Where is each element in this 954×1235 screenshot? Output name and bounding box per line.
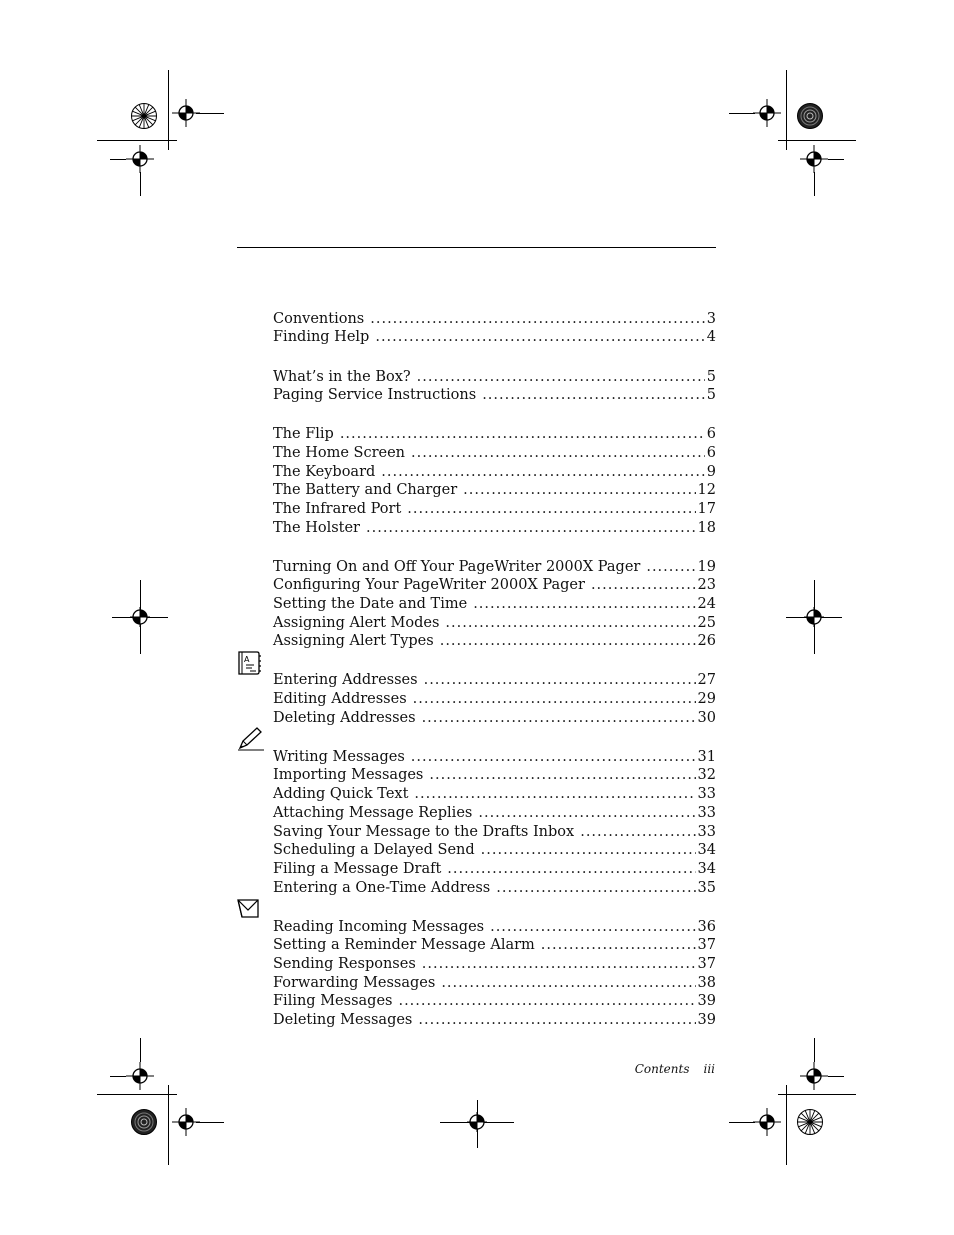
toc-entry-page: 6 (706, 426, 716, 442)
toc-entry-page: 39 (697, 1012, 716, 1028)
crop-mark-line (814, 172, 815, 196)
crosshair-register-mark (126, 603, 154, 631)
dot-leader (447, 860, 695, 879)
dot-leader (375, 328, 704, 347)
toc-entry-title: Setting the Date and Time (273, 596, 468, 612)
toc-entry[interactable] (273, 1011, 716, 1030)
concentric-register-mark (130, 1108, 158, 1136)
toc-entry-page: 37 (697, 956, 716, 972)
dot-leader (340, 425, 705, 444)
toc-entry-page: 36 (697, 919, 716, 935)
toc-entry-title: Writing Messages (273, 749, 405, 765)
dot-leader (496, 879, 695, 898)
toc-entry[interactable] (273, 558, 716, 577)
dot-leader (646, 558, 695, 577)
toc-entry[interactable] (273, 841, 716, 860)
footer-section-label: Contents (634, 1062, 690, 1076)
crosshair-register-mark (753, 1108, 781, 1136)
toc-entry[interactable] (273, 328, 716, 347)
dot-leader (591, 576, 696, 595)
crop-mark-line (110, 1076, 126, 1077)
dot-leader (413, 690, 696, 709)
toc-entry-title: Importing Messages (273, 767, 424, 783)
crop-mark-line (168, 1085, 169, 1165)
toc-entry[interactable] (273, 709, 716, 728)
toc-entry-title: Sending Responses (273, 956, 416, 972)
toc-entry[interactable] (273, 974, 716, 993)
toc-entry-page: 26 (697, 633, 716, 649)
toc-entry-page: 19 (697, 559, 716, 575)
dot-leader (429, 766, 695, 785)
dot-leader (580, 823, 695, 842)
dot-leader (418, 1011, 695, 1030)
crosshair-register-mark (800, 603, 828, 631)
crop-mark-line (814, 1038, 815, 1062)
dot-leader (482, 386, 705, 405)
toc-entry[interactable] (273, 614, 716, 633)
dot-leader (422, 709, 696, 728)
toc-entry[interactable] (273, 500, 716, 519)
dot-leader (381, 463, 704, 482)
dot-leader (445, 614, 695, 633)
dot-leader (417, 368, 705, 387)
dot-leader (440, 632, 696, 651)
page-footer (635, 1062, 715, 1076)
toc-entry-page: 18 (697, 520, 716, 536)
toc-entry-page: 38 (697, 975, 716, 991)
toc-entry[interactable] (273, 595, 716, 614)
crop-mark-line (729, 113, 755, 114)
dot-leader (481, 841, 696, 860)
toc-entry-page: 5 (706, 387, 716, 403)
dot-leader (422, 955, 696, 974)
toc-entry[interactable] (273, 368, 716, 387)
toc-entry-page: 12 (697, 482, 716, 498)
envelope-icon (236, 897, 262, 921)
crosshair-register-mark (463, 1108, 491, 1136)
toc-entry-page: 31 (697, 749, 716, 765)
toc-entry-title: The Infrared Port (273, 501, 402, 517)
toc-entry-title: Deleting Messages (273, 1012, 413, 1028)
toc-entry-page: 34 (697, 861, 716, 877)
dot-leader (407, 500, 695, 519)
footer-page-number: iii (703, 1062, 715, 1076)
toc-entry-page: 30 (697, 710, 716, 726)
toc-entry[interactable] (273, 879, 716, 898)
toc-entry-title: Configuring Your PageWriter 2000X Pager (273, 577, 585, 593)
toc-entry-title: Paging Service Instructions (273, 387, 477, 403)
crop-mark-line (778, 140, 856, 141)
address-book-icon (236, 650, 262, 676)
crosshair-register-mark (800, 1062, 828, 1090)
toc-entry-page: 3 (706, 311, 716, 327)
toc-entry-title: Setting a Reminder Message Alarm (273, 937, 535, 953)
toc-entry-page: 39 (697, 993, 716, 1009)
toc-entry[interactable] (273, 425, 716, 444)
dot-leader (478, 804, 695, 823)
toc-entry-page: 32 (697, 767, 716, 783)
toc-entry-title: Finding Help (273, 329, 370, 345)
toc-entry[interactable] (273, 463, 716, 482)
svg-text:A: A (244, 655, 250, 664)
toc-entry[interactable] (273, 992, 716, 1011)
table-of-contents (273, 0, 716, 1040)
toc-entry[interactable] (273, 955, 716, 974)
toc-entry-title: The Keyboard (273, 464, 376, 480)
toc-entry-title: Deleting Addresses (273, 710, 416, 726)
toc-entry[interactable] (273, 576, 716, 595)
dot-leader (441, 974, 695, 993)
toc-entry-page: 24 (697, 596, 716, 612)
toc-entry-page: 4 (706, 329, 716, 345)
toc-entry-page: 17 (697, 501, 716, 517)
dot-leader (541, 936, 696, 955)
dot-leader (463, 481, 695, 500)
toc-entry-title: The Home Screen (273, 445, 406, 461)
toc-entry[interactable] (273, 481, 716, 500)
toc-entry[interactable] (273, 632, 716, 651)
toc-entry-title: Scheduling a Delayed Send (273, 842, 475, 858)
dot-leader (366, 519, 696, 538)
toc-entry-page: 34 (697, 842, 716, 858)
starburst-register-mark (796, 1108, 824, 1136)
toc-entry-page: 33 (697, 805, 716, 821)
toc-entry[interactable] (273, 444, 716, 463)
crop-mark-line (196, 113, 224, 114)
toc-entry[interactable] (273, 785, 716, 804)
crosshair-register-mark (126, 1062, 154, 1090)
toc-entry-title: Entering a One-Time Address (273, 880, 491, 896)
crop-mark-line (97, 1094, 177, 1095)
crop-mark-line (196, 1122, 224, 1123)
toc-entry-title: Reading Incoming Messages (273, 919, 485, 935)
crosshair-register-mark (753, 99, 781, 127)
crop-mark-line (140, 172, 141, 196)
crosshair-register-mark (126, 145, 154, 173)
toc-entry[interactable] (273, 690, 716, 709)
toc-entry-title: Filing Messages (273, 993, 393, 1009)
crop-mark-line (110, 159, 126, 160)
toc-entry-page: 23 (697, 577, 716, 593)
toc-entry-page: 6 (706, 445, 716, 461)
toc-entry-title: Forwarding Messages (273, 975, 436, 991)
toc-entry[interactable] (273, 766, 716, 785)
toc-entry-title: Filing a Message Draft (273, 861, 442, 877)
toc-entry[interactable] (273, 310, 716, 329)
crop-mark-line (140, 1038, 141, 1062)
crosshair-register-mark (800, 145, 828, 173)
toc-entry-page: 33 (697, 786, 716, 802)
crop-mark-line (786, 70, 787, 150)
toc-entry[interactable] (273, 936, 716, 955)
toc-entry-title: Attaching Message Replies (273, 805, 473, 821)
toc-entry-title: Assigning Alert Modes (273, 615, 440, 631)
crop-mark-line (168, 70, 169, 150)
toc-entry[interactable] (273, 804, 716, 823)
toc-entry[interactable] (273, 386, 716, 405)
dot-leader (411, 748, 696, 767)
toc-entry[interactable] (273, 748, 716, 767)
toc-entry-page: 35 (697, 880, 716, 896)
toc-entry[interactable] (273, 823, 716, 842)
toc-entry-title: Saving Your Message to the Drafts Inbox (273, 824, 575, 840)
toc-entry-title: The Battery and Charger (273, 482, 458, 498)
crop-mark-line (729, 1122, 755, 1123)
dot-leader (398, 992, 695, 1011)
toc-entry-page: 27 (697, 672, 716, 688)
starburst-register-mark (130, 102, 158, 130)
crop-mark-line (786, 1085, 787, 1165)
crop-mark-line (828, 159, 844, 160)
dot-leader (370, 310, 705, 329)
toc-entry-page: 33 (697, 824, 716, 840)
concentric-register-mark (796, 102, 824, 130)
toc-entry-title: Turning On and Off Your PageWriter 2000X Pager (273, 559, 641, 575)
toc-entry[interactable] (273, 918, 716, 937)
toc-entry-title: The Flip (273, 426, 334, 442)
toc-entry-page: 5 (706, 369, 716, 385)
toc-entry[interactable] (273, 519, 716, 538)
toc-entry-title: Conventions (273, 311, 365, 327)
dot-leader (424, 671, 696, 690)
toc-entry-page: 29 (697, 691, 716, 707)
dot-leader (490, 918, 695, 937)
toc-entry-page: 37 (697, 937, 716, 953)
toc-entry-title: The Holster (273, 520, 360, 536)
dot-leader (411, 444, 705, 463)
crop-mark-line (97, 140, 177, 141)
pen-icon (236, 726, 266, 752)
crop-mark-line (828, 1076, 844, 1077)
toc-entry[interactable] (273, 671, 716, 690)
toc-entry[interactable] (273, 860, 716, 879)
toc-entry-page: 9 (706, 464, 716, 480)
toc-entry-title: Adding Quick Text (273, 786, 409, 802)
toc-entry-title: Assigning Alert Types (273, 633, 434, 649)
toc-entry-title: What’s in the Box? (273, 369, 411, 385)
toc-entry-page: 25 (697, 615, 716, 631)
dot-leader (414, 785, 695, 804)
toc-entry-title: Editing Addresses (273, 691, 407, 707)
crop-mark-line (778, 1094, 856, 1095)
toc-entry-title: Entering Addresses (273, 672, 418, 688)
dot-leader (473, 595, 695, 614)
